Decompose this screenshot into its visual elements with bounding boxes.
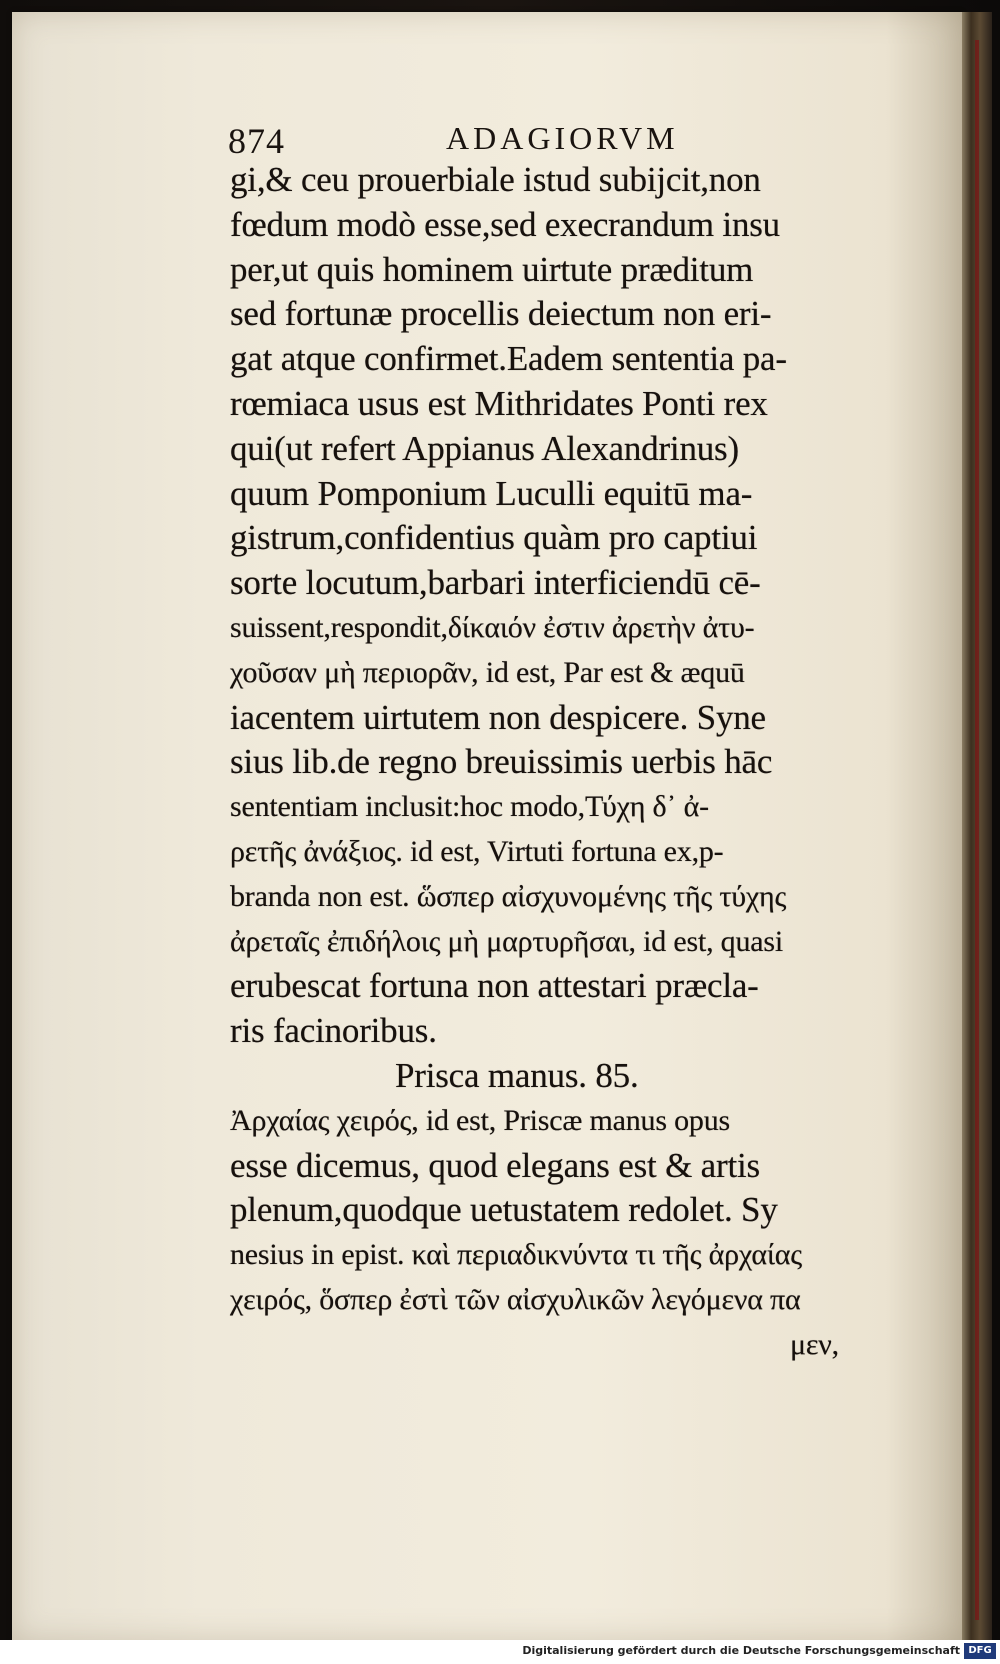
text-line: sorte locutum,barbari interficiendū cē-	[230, 563, 761, 603]
text-line: ris facinoribus.	[230, 1011, 437, 1051]
text-line: Ἀρχαίας χειρός, id est, Priscæ manus opus	[230, 1103, 730, 1137]
text-line: fœdum modò esse,sed execrandum insu	[230, 204, 780, 244]
text-line: quum Pomponium Luculli equitū ma-	[230, 473, 753, 513]
text-line: gi,& ceu prouerbiale istud subijcit,non	[230, 160, 761, 199]
text-line: sed fortunæ procellis deiectum non eri-	[230, 294, 772, 334]
text-line: χοῦσαν μὴ περιορᾶν, id est, Par est & æquū	[230, 655, 745, 689]
text-line: sententiam inclusit:hoc modo,Τύχη δ᾽ ἀ-	[230, 790, 709, 824]
text-line: iacentem uirtutem non despicere. Syne	[230, 697, 766, 737]
text-line: μεν,	[790, 1327, 839, 1361]
footer-credit: Digitalisierung gefördert durch die Deutsche Forschungsgemeinschaft	[522, 1644, 960, 1657]
running-head: ADAGIORVM	[446, 120, 679, 156]
text-line: nesius in epist. καὶ περιαδικνύντα τι τῆς ἀρχαίας	[230, 1238, 802, 1272]
digitization-footer	[0, 1640, 1000, 1664]
text-line: per,ut quis hominem uirtute præditum	[230, 249, 754, 289]
text-line: ρετῆς ἀνάξιος. id est, Virtuti fortuna ex,p-	[230, 834, 724, 868]
text-line: gat atque confirmet.Eadem sententia pa-	[230, 339, 787, 379]
text-line: ἀρεταῖς ἐπιδήλοις μὴ μαρτυρῆσαι, id est, quasi	[230, 924, 784, 958]
text-line: esse dicemus, quod elegans est & artis	[230, 1145, 760, 1185]
text-line: rœmiaca usus est Mithridates Ponti rex	[230, 383, 768, 423]
page-number: 874	[228, 121, 285, 161]
dfg-logo-icon: DFG	[964, 1643, 996, 1659]
section-heading: Prisca manus. 85.	[395, 1055, 639, 1095]
gutter-edge	[975, 40, 979, 1620]
text-line: sius lib.de regno breuissimis uerbis hāc	[230, 742, 773, 782]
text-line: plenum,quodque uetustatem redolet. Sy	[230, 1190, 778, 1230]
text-line: erubescat fortuna non attestari præcla-	[230, 966, 759, 1006]
body-text	[230, 158, 910, 1368]
text-line: branda non est. ὥσπερ αἰσχυνομένης τῆς τύχης	[230, 879, 787, 913]
text-line: qui(ut refert Appianus Alexandrinus)	[230, 428, 739, 468]
text-line: gistrum,confidentius quàm pro captiui	[230, 518, 758, 558]
text-line: suissent,respondit,δίκαιόν ἐστιν ἀρετὴν ἀτυ-	[230, 610, 755, 644]
text-line: χειρός, ὅσπερ ἐστὶ τῶν αἰσχυλικῶν λεγόμενα πα	[230, 1282, 801, 1316]
